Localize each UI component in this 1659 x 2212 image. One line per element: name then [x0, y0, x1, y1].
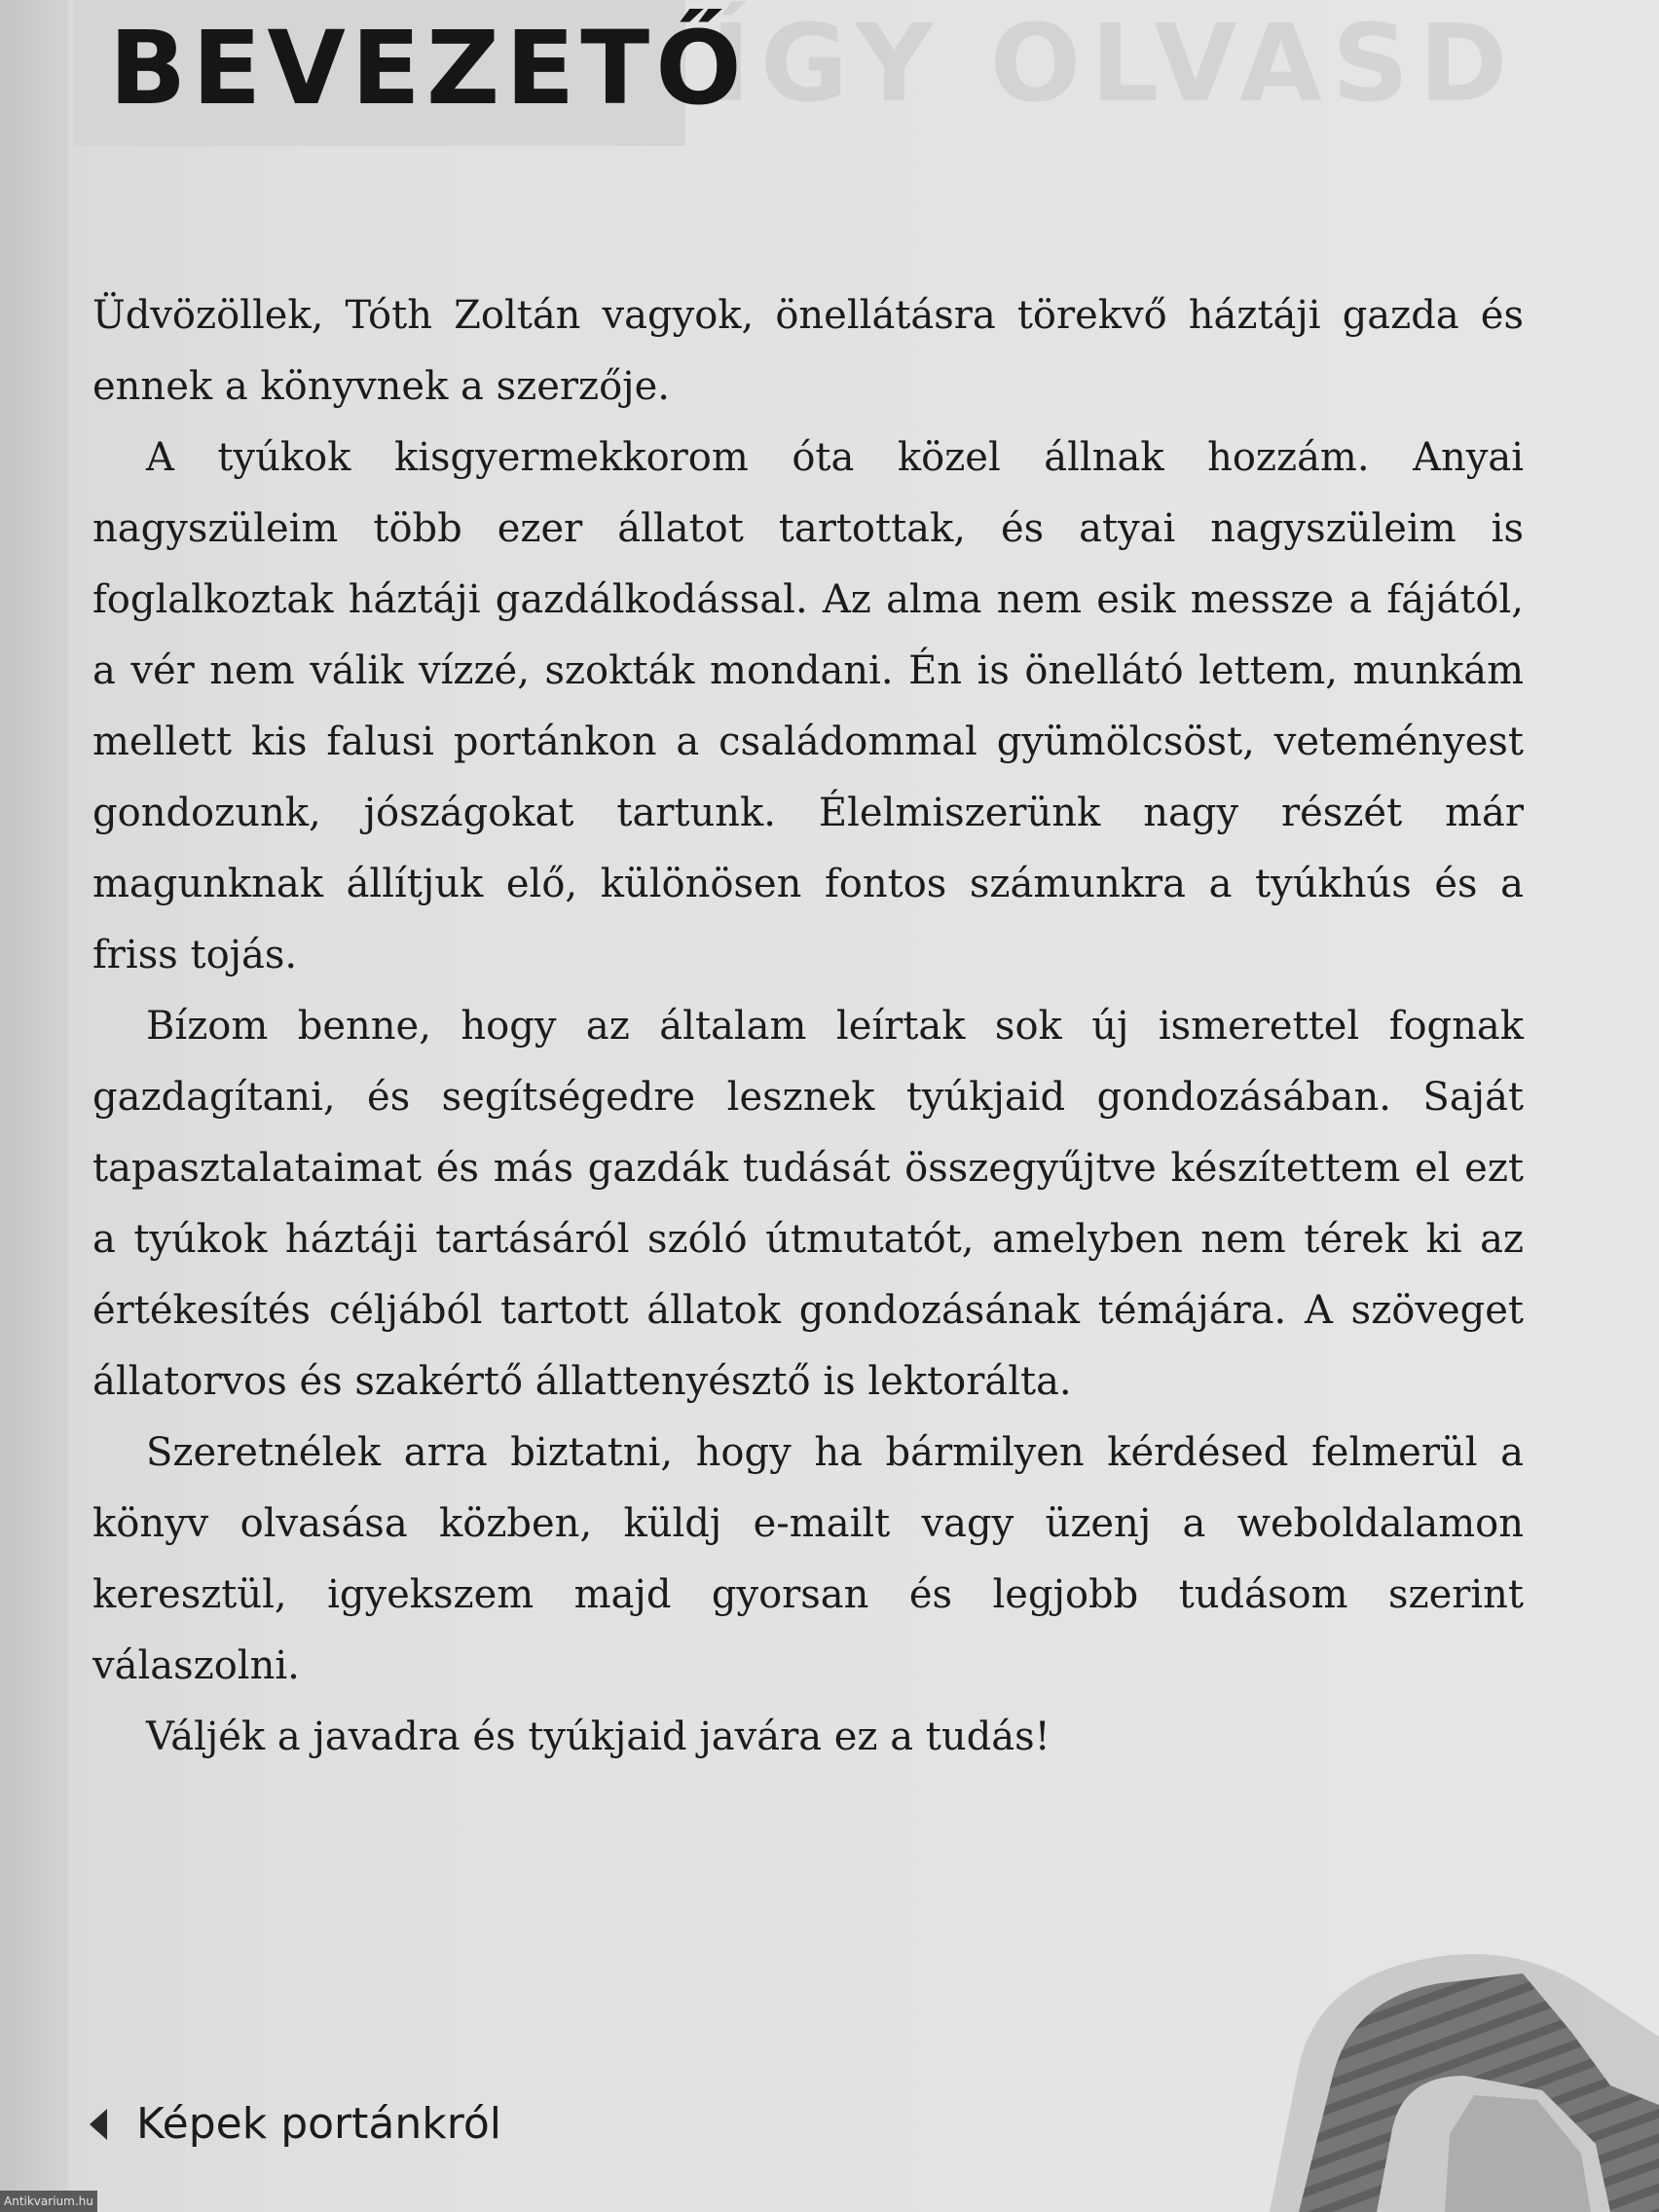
watermark-label: Antikvarium.hu	[0, 2191, 97, 2212]
paragraph-background: A tyúkok kisgyermekkorom óta közel állnak hozzám. Anyai nagyszüleim több ezer állatot tartottak, és atyai nagyszüleim is foglalkoztak háztáji gazdálkodással. Az alma nem esik messze a fájától, a vér nem válik vízzé, szokták mondani. Én is önellátó lettem, munkám mellett kis falusi portánkon a családommal gyümölcsöst, veteményest gondozunk, jószágokat tartunk. Élelmiszerünk nagy részét már magunknak állítjuk elő, különösen fontos számunkra a tyúkhús és a friss tojás.	[92, 435, 1524, 977]
page-binding-edge	[0, 0, 68, 2212]
paragraph-closing: Váljék a javadra és tyúkjaid javára ez a tudás!	[146, 1714, 1051, 1759]
caption-text: Képek portánkról	[136, 2099, 501, 2149]
paragraph-greeting: Üdvözöllek, Tóth Zoltán vagyok, önellátásra törekvő háztáji gazda és ennek a könyvnek a szerzője.	[92, 293, 1524, 409]
paragraph-purpose: Bízom benne, hogy az általam leírtak sok új ismerettel fognak gazdagítani, és segítségedre lesznek tyúkjaid gondozásában. Saját tapasztalataimat és más gazdák tudását összegyűjtve készítettem el ezt a tyúkok háztáji tartásáról szóló útmutatót, amelyben nem térek ki az értékesítés céljából tartott állatok gondozásának témájára. A szöveget állatorvos és szakértő állattenyésztő is lektorálta.	[92, 1004, 1524, 1404]
triangle-left-icon	[90, 2109, 107, 2140]
corner-decoration	[1153, 1920, 1659, 2212]
paragraph-contact: Szeretnélek arra biztatni, hogy ha bármilyen kérdésed felmerül a könyv olvasása közben, küldj e-mailt vagy üzenj a weboldalamon keresztül, igyekszem majd gyorsan és legjobb tudásom szerint válaszolni.	[92, 1430, 1524, 1688]
photo-caption	[90, 2099, 501, 2149]
page-title: BEVEZETŐ	[109, 9, 748, 128]
intro-text	[92, 280, 1524, 1773]
ghost-title-show-through: ÍGY OLVASD	[711, 1, 1518, 126]
